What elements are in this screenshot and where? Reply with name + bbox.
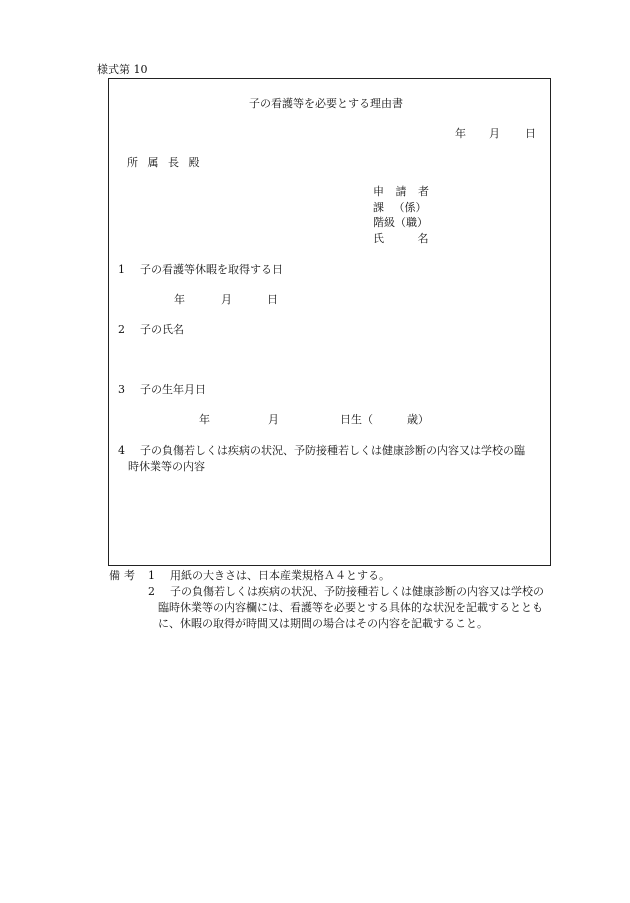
note-2-text-line2: 臨時休業等の内容欄には、看護等を必要とする具体的な状況を記載するととも — [158, 601, 543, 614]
birth-born: 日生（ — [340, 413, 373, 426]
note-2-text-line3: に、休暇の取得が時間又は期間の場合はその内容を記載すること。 — [158, 617, 488, 630]
applicant-rank: 階級（職） — [373, 216, 428, 229]
form-frame — [108, 78, 551, 566]
notes-heading: 備考 — [109, 569, 139, 582]
item-2-number: 2 — [118, 323, 125, 336]
note-2-number: 2 — [148, 585, 155, 598]
date-day: 日 — [525, 127, 536, 140]
applicant-section: 課 （係） — [373, 201, 427, 214]
birth-month: 月 — [268, 413, 279, 426]
form-title: 子の看護等を必要とする理由書 — [249, 97, 403, 110]
item-3-label: 子の生年月日 — [140, 383, 206, 396]
item-4-label-line1: 子の負傷若しくは疾病の状況、予防接種若しくは健康診断の内容又は学校の臨 — [140, 444, 525, 457]
note-2-text-line1: 子の負傷若しくは疾病の状況、予防接種若しくは健康診断の内容又は学校の — [170, 585, 544, 598]
item-4-label-line2: 時休業等の内容 — [128, 460, 205, 473]
note-1-number: 1 — [148, 569, 155, 582]
addressee: 所 属 長 殿 — [127, 156, 200, 169]
form-number: 様式第 10 — [97, 63, 148, 76]
applicant-name: 氏 名 — [373, 232, 429, 245]
date-year: 年 — [455, 127, 466, 140]
item-1-label: 子の看護等休暇を取得する日 — [140, 263, 283, 276]
applicant-heading: 申 請 者 — [373, 185, 429, 198]
leave-month: 月 — [221, 293, 232, 306]
birth-age: 歳） — [407, 413, 429, 426]
item-4-number: 4 — [118, 444, 125, 457]
leave-year: 年 — [174, 293, 185, 306]
item-1-number: 1 — [118, 263, 125, 276]
item-2-label: 子の氏名 — [140, 323, 184, 336]
item-3-number: 3 — [118, 383, 125, 396]
leave-day: 日 — [267, 293, 278, 306]
date-month: 月 — [489, 127, 500, 140]
birth-year: 年 — [199, 413, 210, 426]
note-1-text: 用紙の大きさは、日本産業規格Ａ４とする。 — [170, 569, 390, 582]
